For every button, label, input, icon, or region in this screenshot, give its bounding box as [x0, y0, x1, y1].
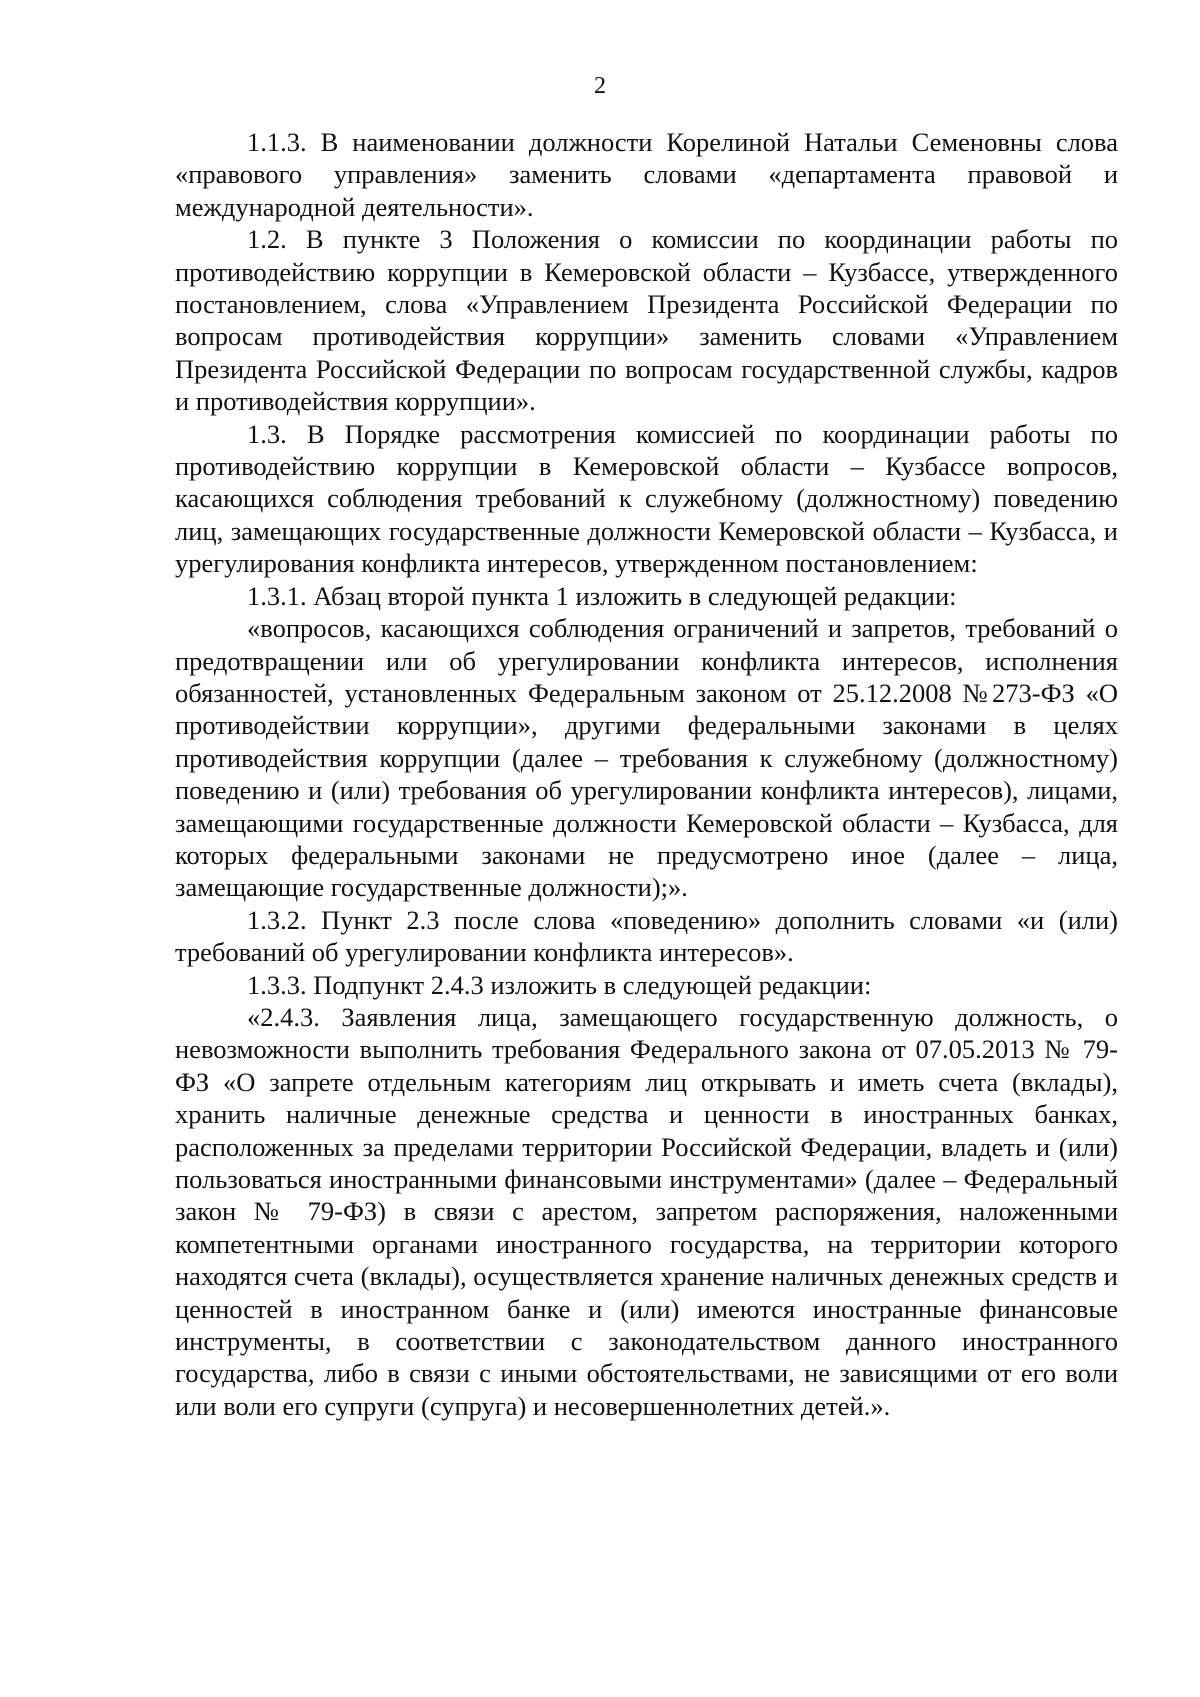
paragraph-1-3-1: 1.3.1. Абзац второй пункта 1 изложить в следующей редакции:: [247, 580, 957, 611]
paragraph-1-3-3: 1.3.3. Подпункт 2.4.3 изложить в следующей редакции:: [247, 969, 872, 1000]
paragraph-quoted-amendment-2: «2.4.3. Заявления лица, замещающего государственную должность, о невозможности выполнить требования Федерального закона от 07.05.2013 № 79-ФЗ «О запрете отдельным категориям лиц открывать и иметь счета (вклады), хранить наличные денежные средства и ценности в иностранных банках, расположенных за пределами территории Российской Федерации, владеть и (или) пользоваться иностранными финансовыми инструментами» (далее – Федеральный закон № 79-ФЗ) в связи с арестом, запретом распоряжения, наложенными компетентными органами иностранного государства, на территории которого находятся счета (вклады), осуществляется хранение наличных денежных средств и ценностей в иностранном банке и (или) имеются иностранные финансовые инструменты, в соответствии с законодательством данного иностранного государства, либо в связи с иными обстоятельствами, не зависящими от его воли или воли его супруги (супруга) и несовершеннолетних детей.».: [175, 1001, 1118, 1421]
document-body: [175, 126, 1118, 1422]
page-number: 2: [594, 73, 606, 99]
paragraph-1-2: 1.2. В пункте 3 Положения о комиссии по координации работы по противодействию коррупции в Кемеровской области – Кузбассе, утвержденного постановлением, слова «Управлением Президента Российской Федерации по вопросам противодействия коррупции» заменить словами «Управлением Президента Российской Федерации по вопросам государственной службы, кадров и противодействия коррупции».: [175, 224, 1118, 417]
paragraph-1-3-2: 1.3.2. Пункт 2.3 после слова «поведению» дополнить словами «и (или) требований об урегулировании конфликта интересов».: [175, 904, 1118, 968]
paragraph-1-3: 1.3. В Порядке рассмотрения комиссией по координации работы по противодействию коррупции в Кемеровской области – Кузбассе вопросов, касающихся соблюдения требований к служебному (должностному) поведению лиц, замещающих государственные должности Кемеровской области – Кузбасса, и урегулирования конфликта интересов, утвержденном постановлением:: [175, 418, 1118, 579]
paragraph-1-1-3: 1.1.3. В наименовании должности Корелиной Натальи Семеновны слова «правового управления» заменить словами «департамента правовой и международной деятельности».: [175, 127, 1118, 222]
paragraph-quoted-amendment-1: «вопросов, касающихся соблюдения ограничений и запретов, требований о предотвращении или об урегулировании конфликта интересов, исполнения обязанностей, установленных Федеральным законом от 25.12.2008 №273-ФЗ «О противодействии коррупции», другими федеральными законами в целях противодействия коррупции (далее – требования к служебному (должностному) поведению и (или) требования об урегулировании конфликта интересов), лицами, замещающими государственные должности Кемеровской области – Кузбасса, для которых федеральными законами не предусмотрено иное (далее – лица, замещающие государственные должности);».: [175, 613, 1118, 903]
